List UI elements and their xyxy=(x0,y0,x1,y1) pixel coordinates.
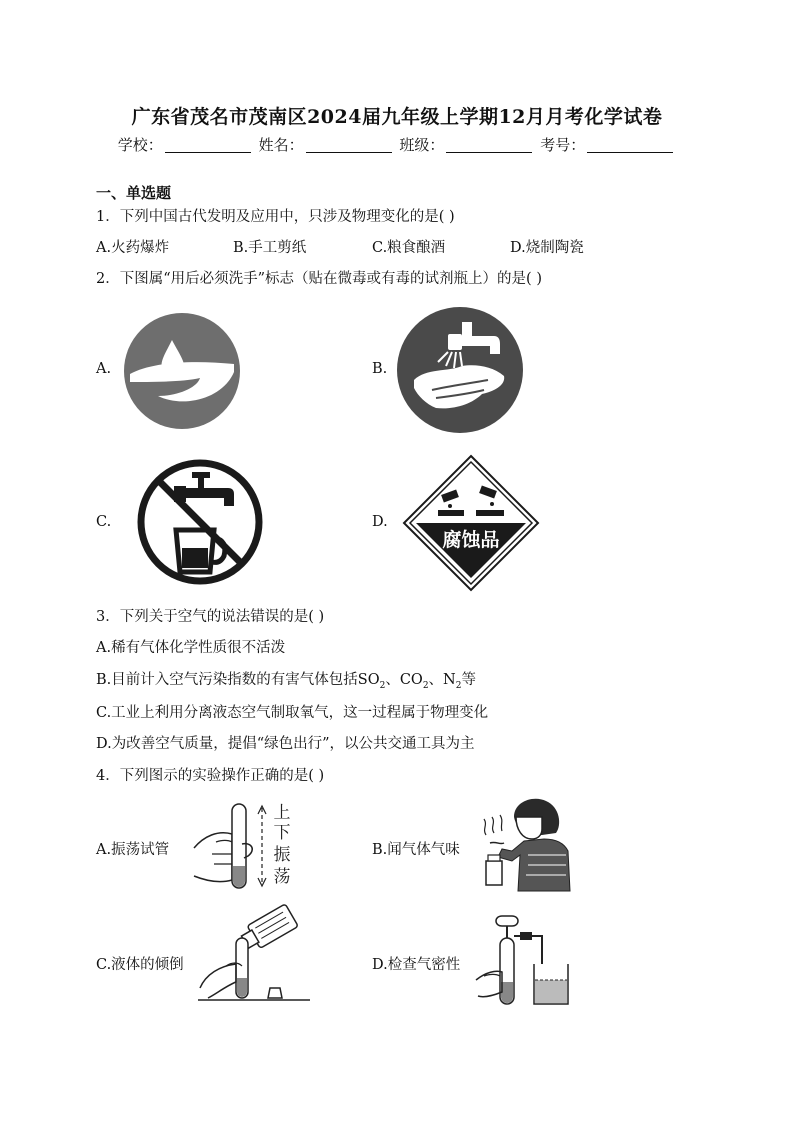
shaking-test-tube-icon xyxy=(192,800,302,892)
name-label: 姓名： xyxy=(258,136,304,154)
shake-char-4: 荡 xyxy=(273,867,291,887)
shake-char-3: 振 xyxy=(273,845,291,865)
q2-option-c-label[interactable]: C. xyxy=(96,514,112,530)
q1-stem: 1．下列中国古代发明及应用中，只涉及物理变化的是( ) xyxy=(96,209,455,225)
q3-b-subscript-3: 2 xyxy=(455,680,462,691)
q1-option-c[interactable]: C.粮食酿酒 xyxy=(372,240,446,256)
q2-option-b-label[interactable]: B. xyxy=(372,361,388,377)
smelling-gas-icon xyxy=(472,795,572,893)
toxic-drop-sign-icon xyxy=(122,312,242,430)
q2-option-d-label[interactable]: D. xyxy=(372,514,388,530)
q3-option-a[interactable]: A.稀有气体化学性质很不活泼 xyxy=(96,640,286,656)
exam-number-label: 考号： xyxy=(540,136,586,154)
q3-option-d[interactable]: D.为改善空气质量，提倡“绿色出行”，以公共交通工具为主 xyxy=(96,736,475,752)
wash-hands-sign-icon xyxy=(396,306,524,434)
page-title: 广东省茂名市茂南区2024届九年级上学期12月月考化学试卷 xyxy=(131,106,663,128)
student-info-line xyxy=(0,134,794,155)
q4-option-a-label[interactable]: A.振荡试管 xyxy=(96,842,170,858)
q3-option-b[interactable] xyxy=(96,668,476,691)
q4-stem: 4．下列图示的实验操作正确的是( ) xyxy=(96,768,325,784)
corrosive-label: 腐蚀品 xyxy=(442,529,500,551)
q4-option-d-label[interactable]: D.检查气密性 xyxy=(372,957,461,973)
q1-option-d[interactable]: D.烧制陶瓷 xyxy=(510,240,584,256)
q3-b-suffix: 等 xyxy=(461,672,476,688)
airtightness-check-icon xyxy=(472,912,572,1008)
q4-option-c-label[interactable]: C.液体的倾倒 xyxy=(96,957,184,973)
q3-b-mid-2: 、N xyxy=(428,672,456,688)
q3-option-c[interactable]: C.工业上利用分离液态空气制取氧气，这一过程属于物理变化 xyxy=(96,705,489,721)
class-label: 班级： xyxy=(399,136,445,154)
shake-char-1: 上 xyxy=(273,803,291,823)
exam-number-blank[interactable] xyxy=(587,138,673,153)
q3-b-prefix: B.目前计入空气污染指数的有害气体包括SO xyxy=(96,672,380,688)
school-label: 学校： xyxy=(117,136,163,154)
q2-stem: 2．下图属“用后必须洗手”标志（贴在微毒或有毒的试剂瓶上）的是( ) xyxy=(96,271,542,287)
q3-stem: 3．下列关于空气的说法错误的是( ) xyxy=(96,609,325,625)
school-blank[interactable] xyxy=(165,138,251,153)
q1-option-a[interactable]: A.火药爆炸 xyxy=(96,240,170,256)
q3-b-subscript-1: 2 xyxy=(379,680,386,691)
q3-b-subscript-2: 2 xyxy=(422,680,429,691)
class-blank[interactable] xyxy=(446,138,532,153)
section-heading: 一、单选题 xyxy=(96,184,172,202)
q4-option-b-label[interactable]: B.闻气体气味 xyxy=(372,842,460,858)
name-blank[interactable] xyxy=(306,138,392,153)
corrosive-sign-icon xyxy=(402,454,540,592)
q1-option-b[interactable]: B.手工剪纸 xyxy=(233,240,307,256)
shake-char-2: 下 xyxy=(273,823,291,843)
pouring-liquid-icon xyxy=(198,908,310,1006)
q2-option-a-label[interactable]: A. xyxy=(96,361,112,377)
q3-b-mid-1: 、CO xyxy=(385,672,423,688)
no-drinking-water-sign-icon xyxy=(136,458,264,586)
